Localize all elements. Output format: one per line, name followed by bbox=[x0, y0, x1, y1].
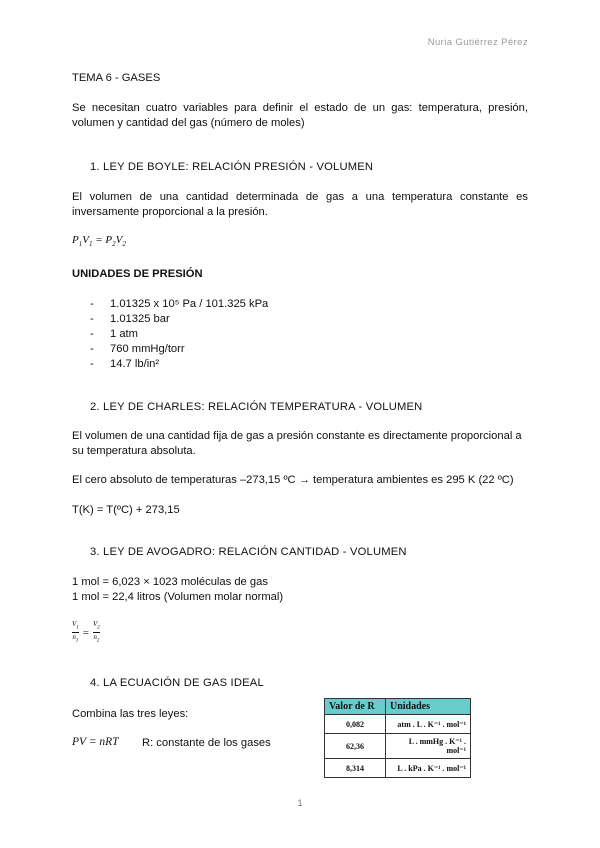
pressure-units-list bbox=[90, 297, 268, 372]
boyle-formula: $P_1V_1 = P_2V_2$ bbox=[72, 234, 126, 249]
charles-paragraph: El volumen de una cantidad fija de gas a presión constante es directamente proporcional a su temperatura absoluta. bbox=[72, 430, 522, 457]
page-title: TEMA 6 - GASES bbox=[72, 72, 161, 84]
header-author: Nuria Gutiérrez Pérez bbox=[427, 37, 528, 48]
section-heading-ideal-gas: 4. LA ECUACIÓN DE GAS IDEAL bbox=[90, 677, 264, 689]
table-header: Unidades bbox=[386, 699, 471, 715]
ideal-gas-formula: PV = nRT bbox=[72, 736, 119, 748]
list-item: - 760 mmHg/torr bbox=[90, 342, 268, 357]
page-number: 1 bbox=[297, 798, 303, 809]
table-cell-units: atm . L . K⁻¹ . mol⁻¹ bbox=[386, 715, 471, 734]
pressure-units-title: UNIDADES DE PRESIÓN bbox=[72, 268, 203, 280]
table-cell-value: 0,082 bbox=[325, 715, 386, 734]
section-heading-charles: 2. LEY DE CHARLES: RELACIÓN TEMPERATURA - VOLUMEN bbox=[90, 401, 423, 413]
table-cell-units: L . mmHg . K⁻¹ . mol⁻¹ bbox=[386, 734, 471, 759]
ideal-gas-intro: Combina las tres leyes: bbox=[72, 708, 189, 720]
table-cell-units: L . kPa . K⁻¹ . mol⁻¹ bbox=[386, 759, 471, 778]
absolute-zero-line: El cero absoluto de temperaturas –273,15 ºC → temperatura ambientes es 295 K (22 ºC) bbox=[72, 474, 514, 486]
table-header: Valor de R bbox=[325, 699, 386, 715]
list-item: - 14.7 lb/in² bbox=[90, 357, 268, 372]
ideal-gas-note: R: constante de los gases bbox=[142, 737, 271, 749]
boyle-paragraph: El volumen de una cantidad determinada de gas a una temperatura constante es inversamente proporcional a la presión. bbox=[72, 191, 528, 218]
intro-paragraph: Se necesitan cuatro variables para definir el estado de un gas: temperatura, presión, volumen y cantidad del gas (número de moles) bbox=[72, 102, 528, 129]
table-cell-value: 8,314 bbox=[325, 759, 386, 778]
list-item: - 1.01325 bar bbox=[90, 312, 268, 327]
section-heading-avogadro: 3. LEY DE AVOGADRO: RELACIÓN CANTIDAD - VOLUMEN bbox=[90, 546, 407, 558]
avogadro-line-1: 1 mol = 6,023 × 1023 moléculas de gas bbox=[72, 576, 268, 588]
section-heading-boyle: 1. LEY DE BOYLE: RELACIÓN PRESIÓN - VOLUMEN bbox=[90, 161, 374, 173]
table-row bbox=[325, 715, 471, 734]
kelvin-conversion: T(K) = T(ºC) + 273,15 bbox=[72, 504, 180, 516]
avogadro-line-2: 1 mol = 22,4 litros (Volumen molar normal) bbox=[72, 591, 284, 603]
r-constant-table bbox=[324, 698, 471, 778]
avogadro-formula: $\frac{V_1}{n_1}$ = $\frac{V_2}{n_2}$ bbox=[72, 620, 100, 644]
table-row bbox=[325, 759, 471, 778]
table-cell-value: 62,36 bbox=[325, 734, 386, 759]
table-row bbox=[325, 734, 471, 759]
list-item: - 1.01325 x 10⁵ Pa / 101.325 kPa bbox=[90, 297, 268, 312]
list-item: - 1 atm bbox=[90, 327, 268, 342]
